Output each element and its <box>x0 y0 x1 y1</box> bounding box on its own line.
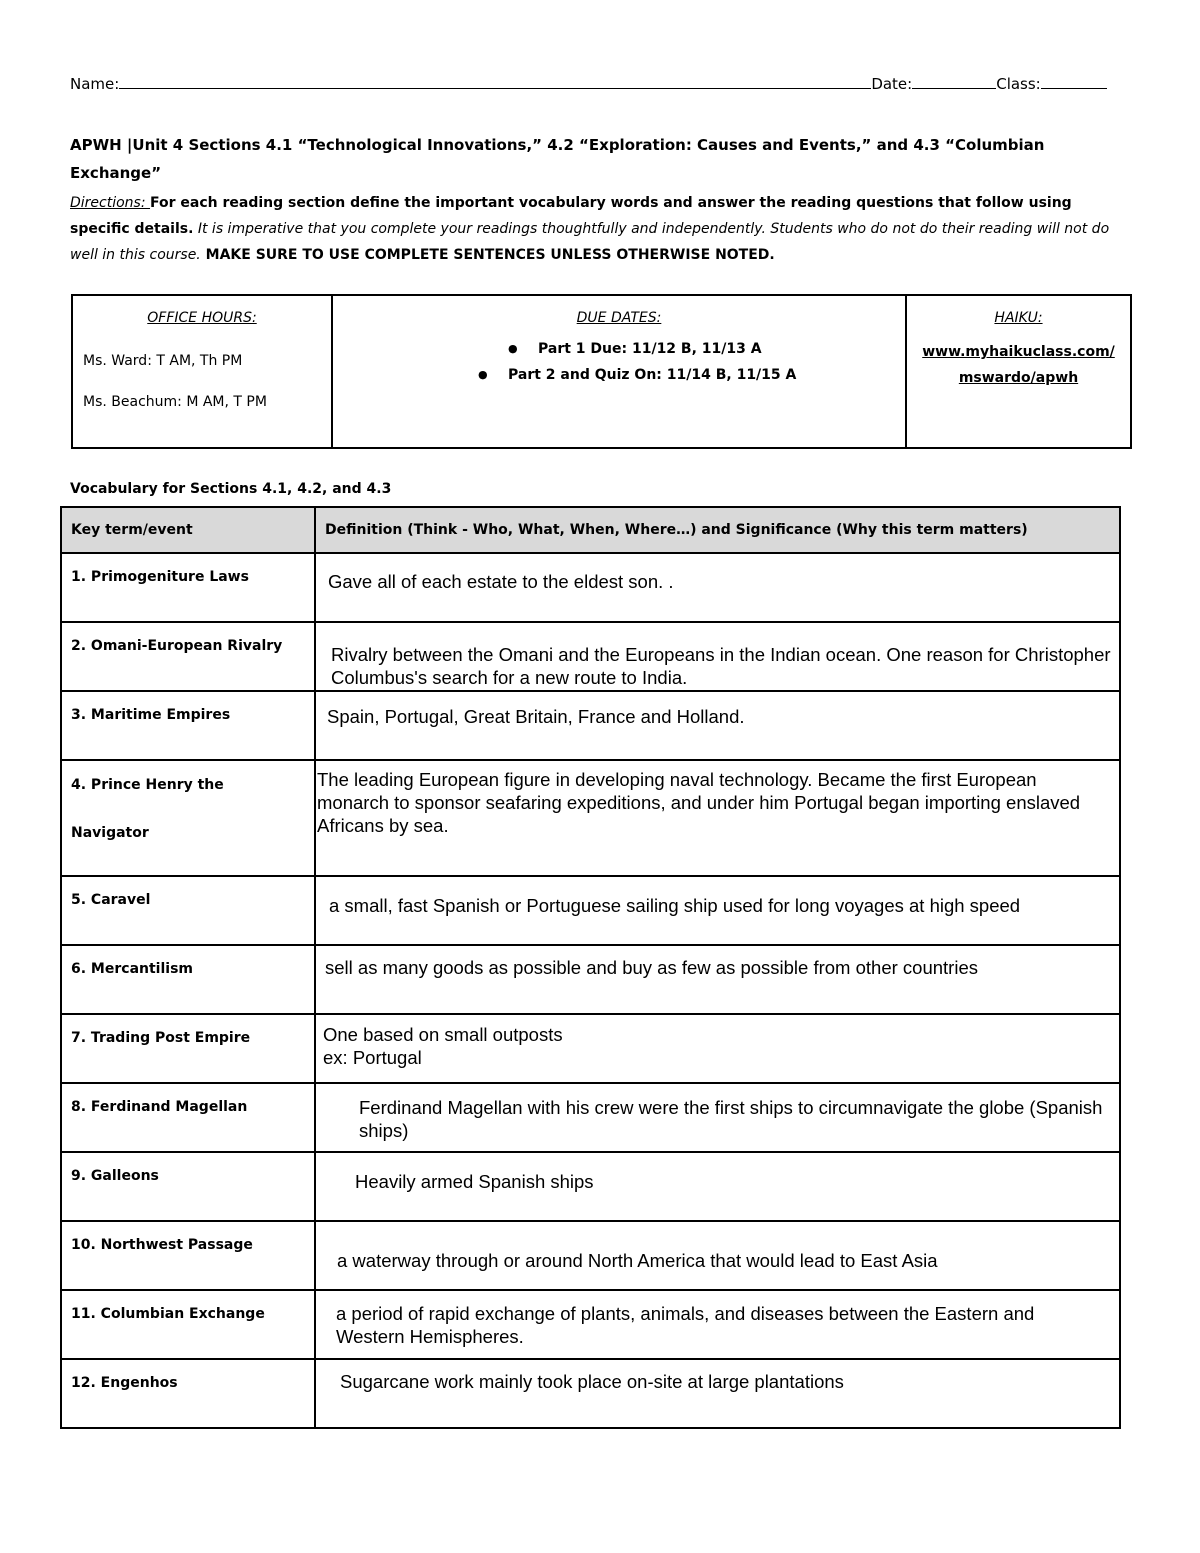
term-cell: 1. Primogeniture Laws <box>61 553 315 622</box>
name-label: Name: <box>70 75 120 93</box>
date-label: Date: <box>871 75 913 93</box>
term-cell: 7. Trading Post Empire <box>61 1014 315 1083</box>
vocab-table <box>60 506 1121 1429</box>
definition-cell[interactable]: Sugarcane work mainly took place on-site at large plantations <box>315 1359 1120 1428</box>
table-row <box>61 691 1120 760</box>
date-field[interactable] <box>912 74 996 89</box>
directions-label: Directions: <box>70 195 151 211</box>
table-row <box>61 1083 1120 1152</box>
term-cell: 3. Maritime Empires <box>61 691 315 760</box>
col-header-term: Key term/event <box>61 507 315 553</box>
term-cell: 12. Engenhos <box>61 1359 315 1428</box>
name-date-class-line <box>70 74 1130 93</box>
table-row <box>61 1359 1120 1428</box>
office-hours-title: OFFICE HOURS: <box>147 310 257 326</box>
due-item: ● Part 2 and Quiz On: 11/14 B, 11/15 A <box>478 362 796 388</box>
term-cell: 5. Caravel <box>61 876 315 945</box>
definition-cell[interactable]: Rivalry between the Omani and the Europeans in the Indian ocean. One reason for Christopher Columbus's search for a new route to India. <box>315 622 1120 691</box>
vocab-header-row <box>61 507 1120 553</box>
definition-cell[interactable]: Heavily armed Spanish ships <box>315 1152 1120 1221</box>
term-cell: 9. Galleons <box>61 1152 315 1221</box>
definition-cell[interactable]: Ferdinand Magellan with his crew were the first ships to circumnavigate the globe (Spanish ships) <box>315 1083 1120 1152</box>
office-hours-beachum: Ms. Beachum: M AM, T PM <box>83 394 267 410</box>
table-row <box>61 760 1120 876</box>
col-header-definition: Definition (Think - Who, What, When, Where…) and Significance (Why this term matters) <box>315 507 1120 553</box>
worksheet-title: APWH |Unit 4 Sections 4.1 “Technological Innovations,” 4.2 “Exploration: Causes and Events,” and 4.3 “Columbian Exchange” <box>70 136 1045 182</box>
info-box <box>71 294 1132 449</box>
directions-note: It is imperative that you complete your readings thoughtfully and independently. Students who do not do their reading will not do well in this course. <box>70 221 1110 263</box>
directions-caps: MAKE SURE TO USE COMPLETE SENTENCES UNLESS OTHERWISE NOTED. <box>200 247 775 263</box>
vocab-heading: Vocabulary for Sections 4.1, 4.2, and 4.3 <box>70 481 392 497</box>
term-cell: 10. Northwest Passage <box>61 1221 315 1290</box>
definition-cell[interactable]: Spain, Portugal, Great Britain, France and Holland. <box>315 691 1120 760</box>
due-dates-list <box>478 336 797 388</box>
directions <box>70 190 1130 268</box>
term-cell: 8. Ferdinand Magellan <box>61 1083 315 1152</box>
table-row <box>61 622 1120 691</box>
haiku-link[interactable]: www.myhaikuclass.com/ mswardo/apwh <box>922 344 1115 386</box>
table-row <box>61 876 1120 945</box>
table-row <box>61 945 1120 1014</box>
term-cell: 4. Prince Henry the Navigator <box>61 760 315 876</box>
due-item: ● Part 1 Due: 11/12 B, 11/13 A <box>508 336 796 362</box>
term-cell: 6. Mercantilism <box>61 945 315 1014</box>
office-hours-ward: Ms. Ward: T AM, Th PM <box>83 353 243 369</box>
table-row <box>61 1290 1120 1359</box>
bullet-icon: ● <box>478 368 488 381</box>
definition-cell[interactable]: a waterway through or around North America that would lead to East Asia <box>315 1221 1120 1290</box>
definition-cell[interactable]: The leading European figure in developing naval technology. Became the first European monarch to sponsor seafaring expeditions, and under him Portugal began importing enslaved Africans by sea. <box>315 760 1120 876</box>
due-dates-cell <box>333 296 907 447</box>
haiku-cell <box>907 296 1130 447</box>
term-cell: 2. Omani-European Rivalry <box>61 622 315 691</box>
table-row <box>61 1014 1120 1083</box>
class-label: Class: <box>996 75 1041 93</box>
definition-cell[interactable]: Gave all of each estate to the eldest son. . <box>315 553 1120 622</box>
haiku-title: HAIKU: <box>994 310 1043 326</box>
table-row <box>61 1152 1120 1221</box>
term-cell: 11. Columbian Exchange <box>61 1290 315 1359</box>
definition-cell[interactable]: One based on small outposts ex: Portugal <box>315 1014 1120 1083</box>
definition-cell[interactable]: sell as many goods as possible and buy as few as possible from other countries <box>315 945 1120 1014</box>
due-dates-title: DUE DATES: <box>576 310 662 326</box>
table-row <box>61 553 1120 622</box>
class-field[interactable] <box>1041 74 1107 89</box>
definition-cell[interactable]: a small, fast Spanish or Portuguese sailing ship used for long voyages at high speed <box>315 876 1120 945</box>
office-hours-cell <box>73 296 333 447</box>
table-row <box>61 1221 1120 1290</box>
bullet-icon: ● <box>508 342 518 355</box>
name-field[interactable] <box>119 74 871 89</box>
definition-cell[interactable]: a period of rapid exchange of plants, animals, and diseases between the Eastern and Western Hemispheres. <box>315 1290 1120 1359</box>
directions-main: For each reading section define the important vocabulary words and answer the reading questions that follow using specific details. <box>70 195 1072 237</box>
